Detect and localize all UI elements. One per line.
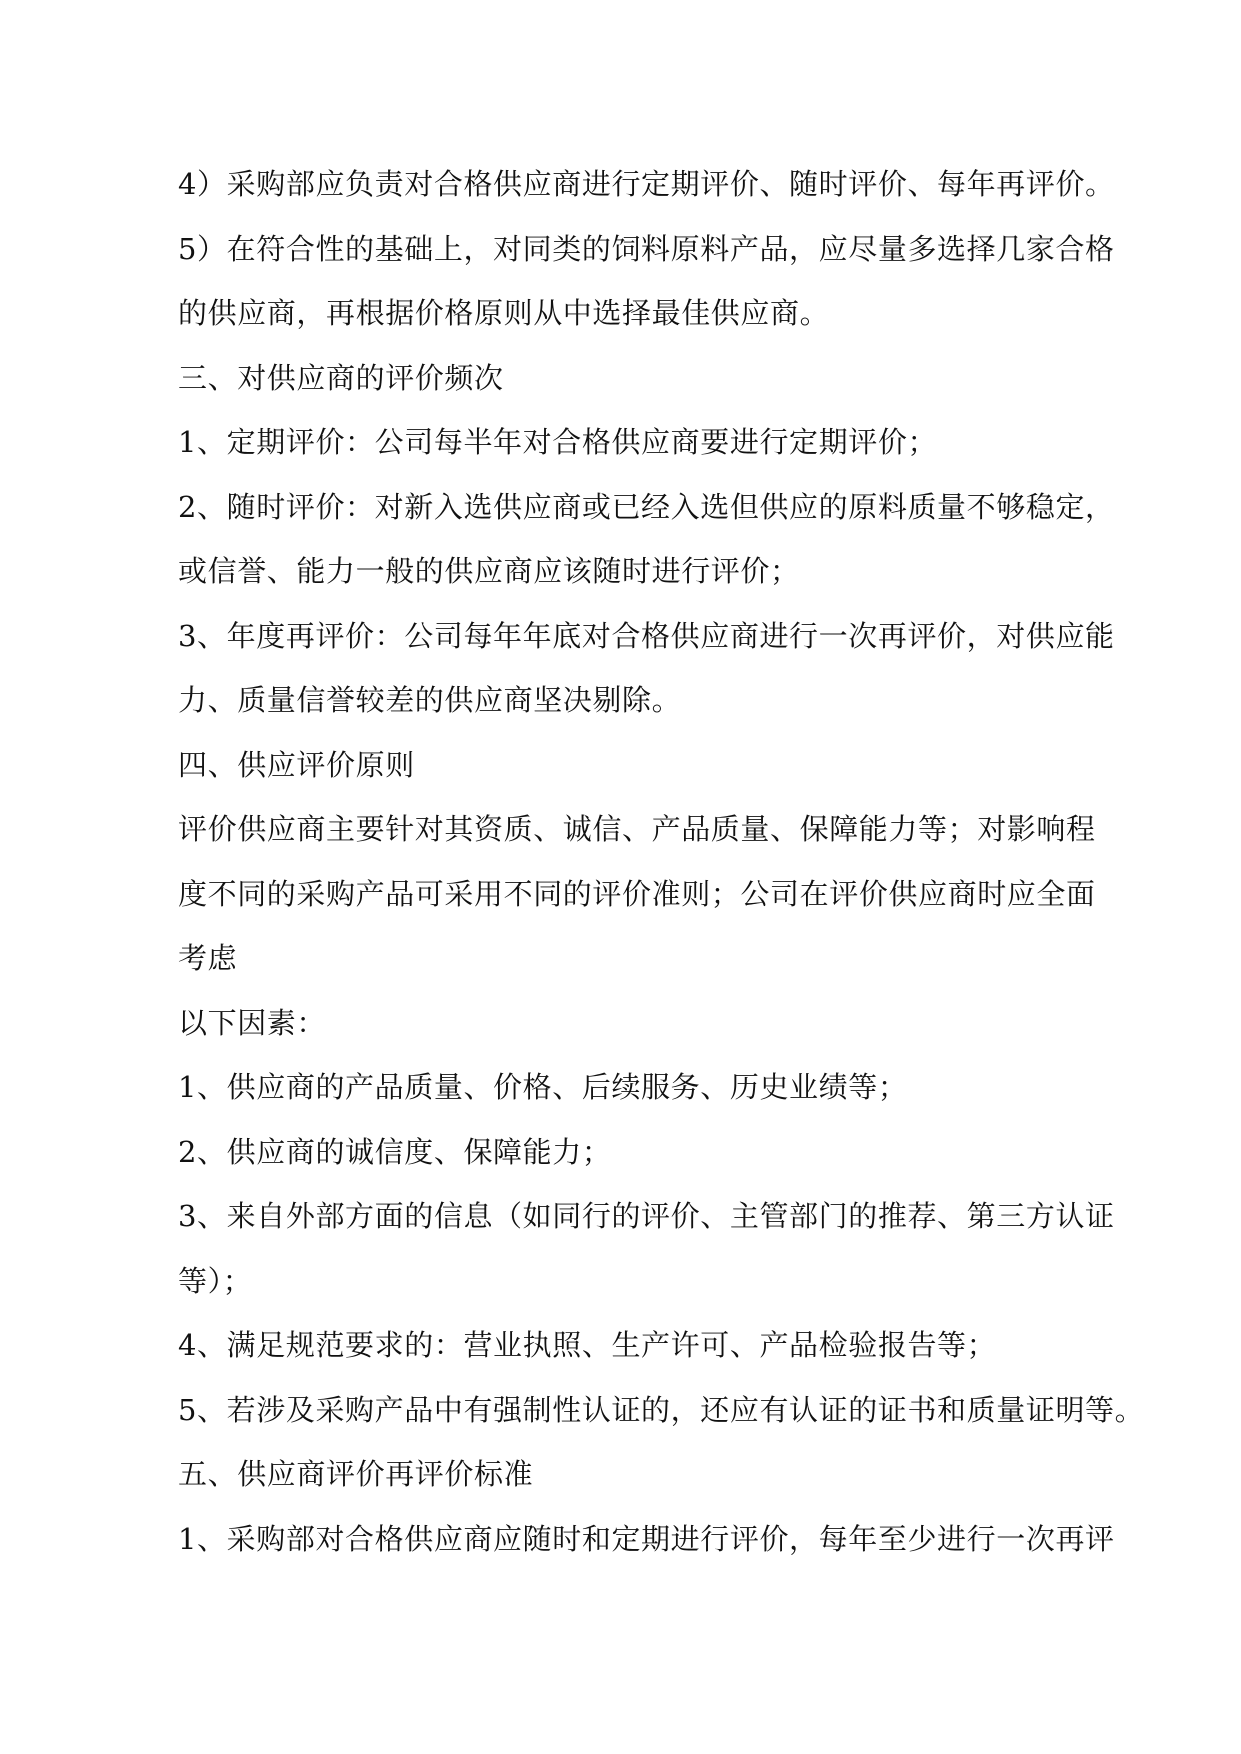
body-line: 5）在符合性的基础上，对同类的饲料原料产品，应尽量多选择几家合格 [178,231,1115,266]
list-item: 1、定期评价：公司每半年对合格供应商要进行定期评价； [178,425,938,459]
body-line: 以下因素： [178,1005,327,1040]
body-line: 评价供应商主要针对其资质、诚信、产品质量、保障能力等；对影响程 [178,812,1096,846]
body-line: 度不同的采购产品可采用不同的评价准则；公司在评价供应商时应全面 [178,876,1096,911]
document-body [178,152,1145,1571]
body-line: 4）采购部应负责对合格供应商进行定期评价、随时评价、每年再评价。 [178,167,1115,201]
list-item: 1、供应商的产品质量、价格、后续服务、历史业绩等； [178,1070,908,1104]
body-line: 力、质量信誉较差的供应商坚决剔除。 [178,683,682,717]
list-item: 4、满足规范要求的：营业执照、生产许可、产品检验报告等； [178,1328,997,1362]
body-line: 或信誉、能力一般的供应商应该随时进行评价； [178,554,800,588]
section-heading: 三、对供应商的评价频次 [178,360,504,395]
section-heading: 四、供应评价原则 [178,747,415,782]
body-line: 考虑 [178,941,238,975]
list-item: 2、供应商的诚信度、保障能力； [178,1134,612,1169]
section-heading: 五、供应商评价再评价标准 [178,1457,534,1491]
list-item: 5、若涉及采购产品中有强制性认证的，还应有认证的证书和质量证明等。 [178,1392,1145,1427]
body-line: 等）； [178,1263,253,1298]
list-item: 3、年度再评价：公司每年年底对合格供应商进行一次再评价，对供应能 [178,618,1115,653]
list-item: 3、来自外部方面的信息（如同行的评价、主管部门的推荐、第三方认证 [178,1199,1115,1233]
list-item: 1、采购部对合格供应商应随时和定期进行评价，每年至少进行一次再评 [178,1521,1115,1556]
body-line: 的供应商，再根据价格原则从中选择最佳供应商。 [178,296,830,330]
list-item: 2、随时评价：对新入选供应商或已经入选但供应的原料质量不够稳定， [178,489,1115,524]
